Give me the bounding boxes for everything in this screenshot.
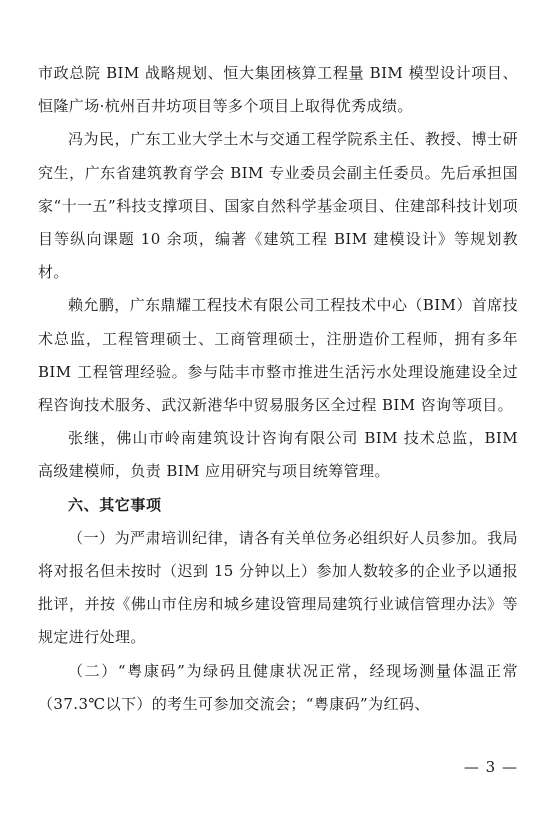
item-health-code: （二）“粤康码”为绿码且健康状况正常，经现场测量体温正常（37.3℃以下）的考生可参加交流会；“粤康码”为红码、 — [38, 661, 518, 713]
document-body — [38, 57, 518, 721]
section-heading-other-matters: 六、其它事项 — [68, 495, 162, 514]
paragraph-feng-weimin: 冯为民，广东工业大学土木与交通工程学院系主任、教授、博士研究生，广东省建筑教育学会 BIM 专业委员会副主任委员。先后承担国家“十一五”科技支撑项目、国家自然科学基金项目、住建部科技计划项目等纵向课题 10 余项，编著《建筑工程 BIM 建模设计》等规划教材。 — [38, 130, 518, 282]
page-number: — 3 — — [463, 758, 518, 776]
paragraph-lai-yunpeng: 赖允鹏，广东鼎耀工程技术有限公司工程技术中心（BIM）首席技术总监，工程管理硕士、工商管理硕士，注册造价工程师，拥有多年 BIM 工程管理经验。参与陆丰市整市推进生活污水处理设施建设全过程咨询技术服务、武汉新港华中贸易服务区全过程 BIM 咨询等项目。 — [38, 296, 518, 415]
item-training-discipline: （一）为严肃培训纪律，请各有关单位务必组织好人员参加。我局将对报名但未按时（迟到 15 分钟以上）参加人数较多的企业予以通报批评，并按《佛山市住房和城乡建设管理局建筑行业诚信管理办法》等规定进行处理。 — [38, 528, 518, 647]
paragraph-zhang-ji: 张继，佛山市岭南建筑设计咨询有限公司 BIM 技术总监，BIM 高级建模师，负责 BIM 应用研究与项目统筹管理。 — [38, 429, 518, 481]
paragraph-bim-projects: 市政总院 BIM 战略规划、恒大集团核算工程量 BIM 模型设计项目、恒隆广场·杭州百井坊项目等多个项目上取得优秀成绩。 — [38, 64, 518, 116]
